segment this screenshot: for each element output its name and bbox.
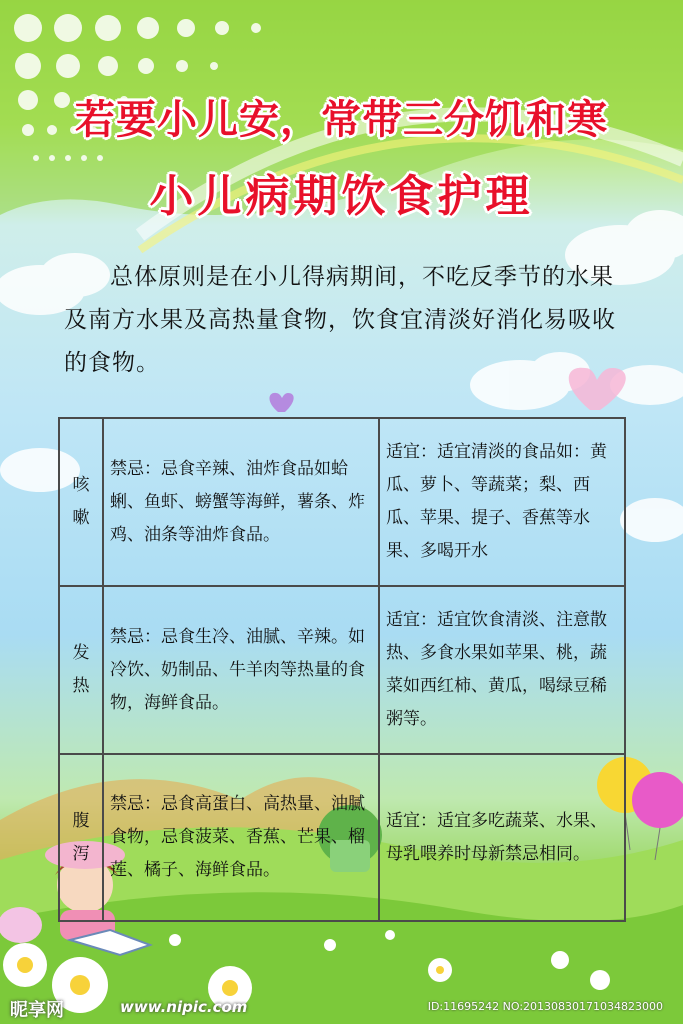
suitable-cell: 适宜：适宜多吃蔬菜、水果、母乳喂养时母新禁忌相同。 (379, 754, 625, 921)
diet-table (58, 417, 626, 922)
headline: 若要小儿安，常带三分饥和寒 (75, 97, 608, 143)
avoid-cell: 禁忌：忌食高蛋白、高热量、油腻食物，忌食菠菜、香蕉、芒果、榴莲、橘子、海鲜食品。 (103, 754, 379, 921)
avoid-cell: 禁忌：忌食生冷、油腻、辛辣。如冷饮、奶制品、牛羊肉等热量的食物，海鲜食品。 (103, 586, 379, 754)
category-cell-cough: 咳嗽 (59, 418, 103, 586)
category-cell-fever: 发热 (59, 586, 103, 754)
suitable-cell: 适宜：适宜清淡的食品如：黄瓜、萝卜、等蔬菜；梨、西瓜、苹果、提子、香蕉等水果、多喝开水 (379, 418, 625, 586)
watermark-url: www.nipic.com (120, 998, 248, 1016)
suitable-cell: 适宜：适宜饮食清淡、注意散热、多食水果如苹果、桃，蔬菜如西红柿、黄瓜，喝绿豆稀粥等。 (379, 586, 625, 754)
watermark-bar (0, 992, 683, 1024)
table-row (59, 754, 625, 921)
page-title: 小儿病期饮食护理 (149, 171, 534, 222)
table-row (59, 586, 625, 754)
watermark-logo: 昵享网 (10, 1000, 64, 1021)
intro-paragraph: 总体原则是在小儿得病期间，不吃反季节的水果及南方水果及高热量食物，饮食宜清淡好消化易吸收的食物。 (64, 264, 616, 376)
table-row (59, 418, 625, 586)
avoid-cell: 禁忌：忌食辛辣、油炸食品如蛤蜊、鱼虾、螃蟹等海鲜，薯条、炸鸡、油条等油炸食品。 (103, 418, 379, 586)
watermark-id: ID:11695242 NO:20130830171034823000 (427, 1000, 663, 1013)
category-cell-diarrhea: 腹泻 (59, 754, 103, 921)
